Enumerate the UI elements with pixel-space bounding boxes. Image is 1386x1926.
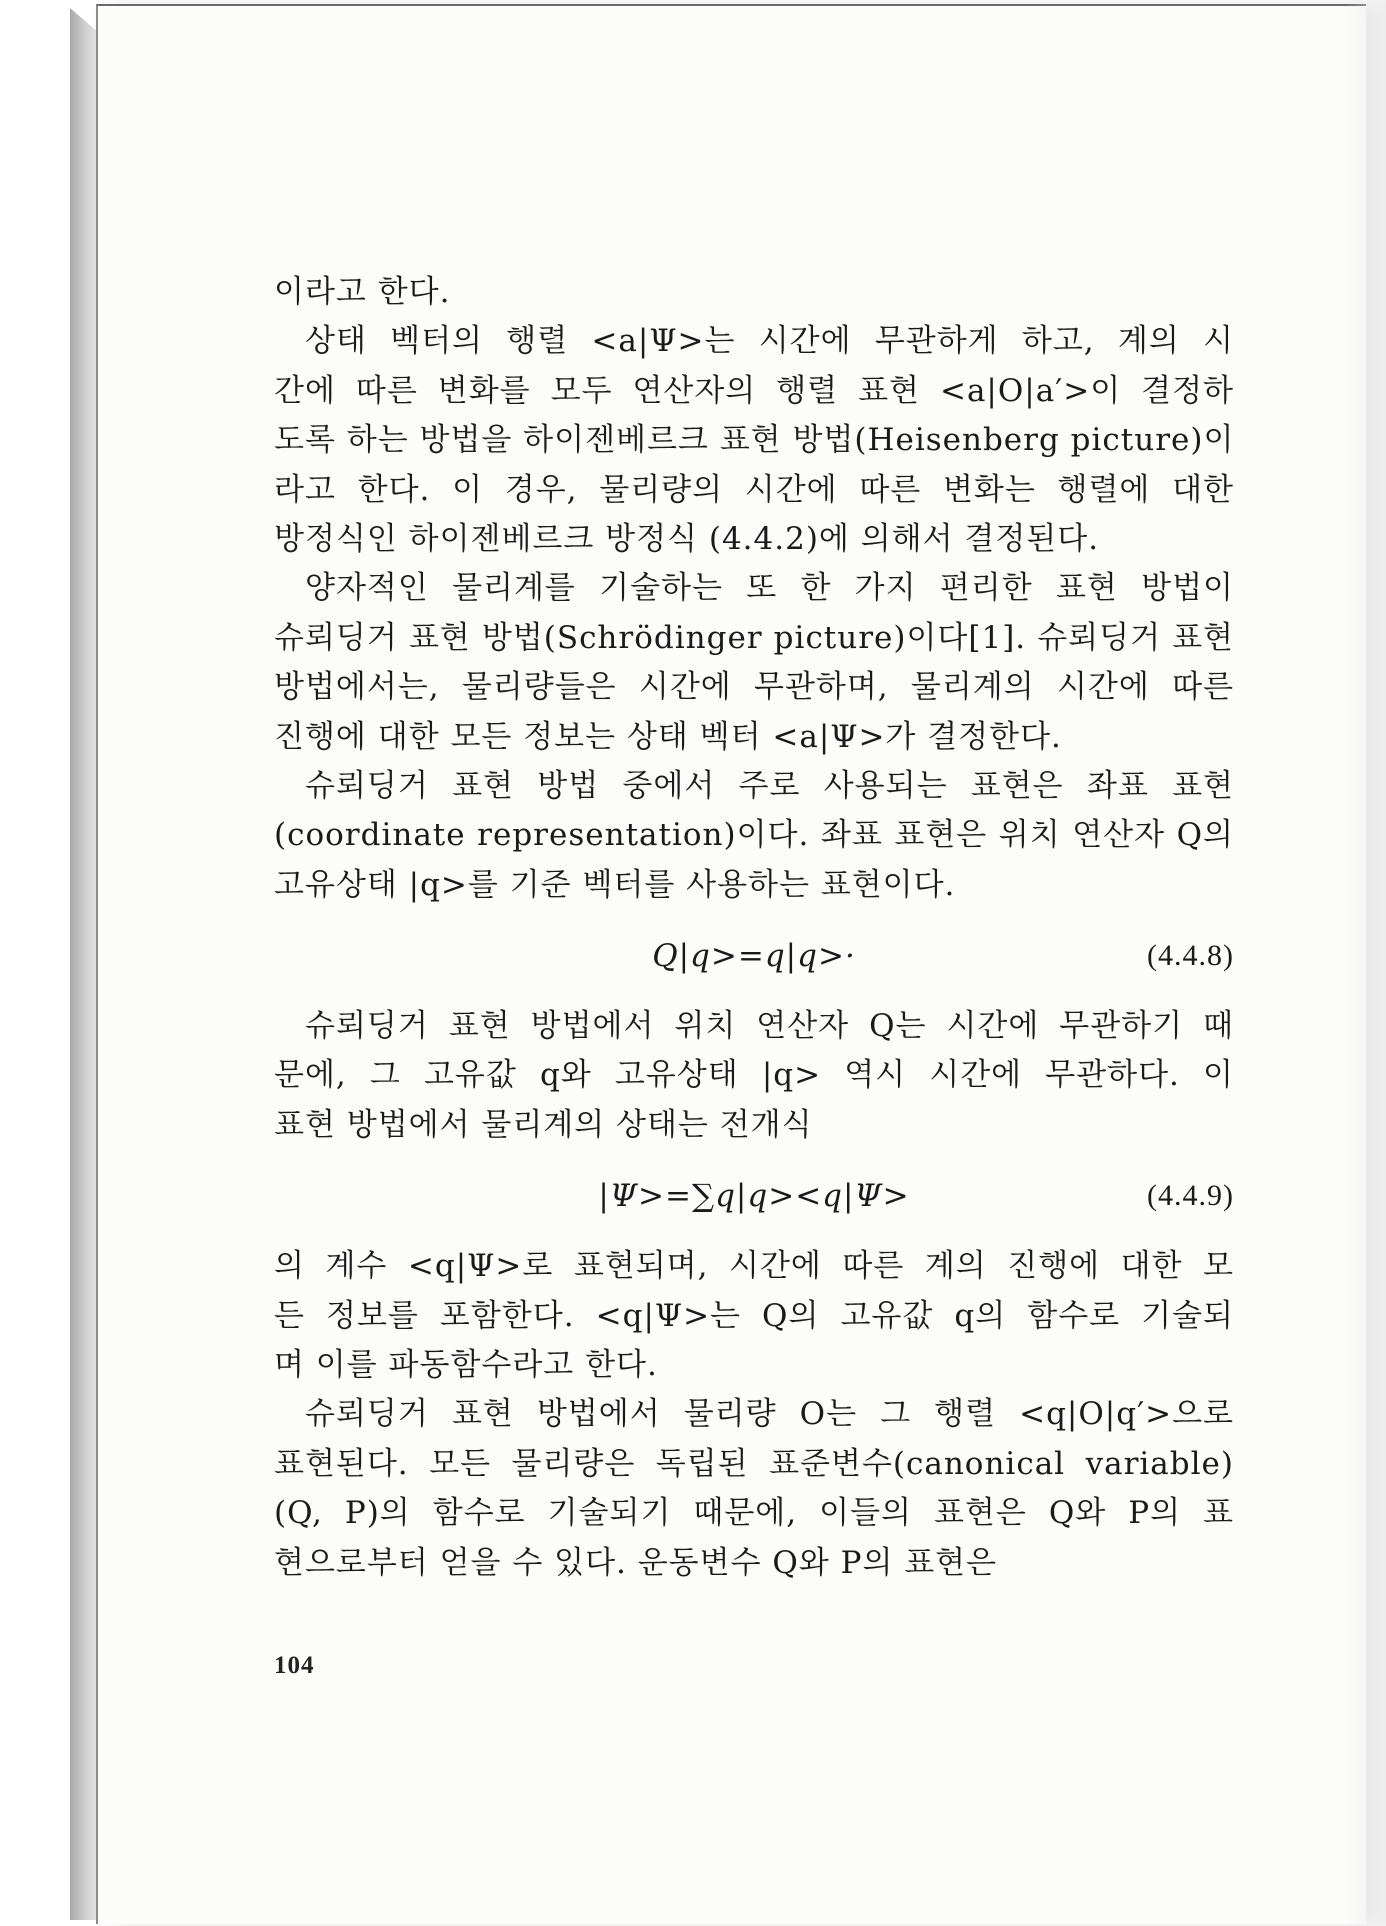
text-line: 라고 한다. 이 경우, 물리량의 시간에 따른 변화는 행렬에 대한 xyxy=(274,471,1234,508)
text-line: 슈뢰딩거 표현 방법 중에서 주로 사용되는 표현은 좌표 표현 xyxy=(305,767,1234,804)
text-line: 상태 벡터의 행렬 <a|Ψ>는 시간에 무관하게 하고, 계의 시 xyxy=(305,323,1234,360)
text-line: 의 계수 <q|Ψ>로 표현되며, 시간에 따른 계의 진행에 대한 모 xyxy=(274,1248,1234,1285)
text-line: 슈뢰딩거 표현 방법(Schrödinger picture)이다[1]. 슈뢰딩거 표현 xyxy=(274,619,1234,656)
page-body xyxy=(274,268,1234,1588)
text-line: (Q, P)의 함수로 기술되기 때문에, 이들의 표현은 Q와 P의 표 xyxy=(274,1495,1234,1532)
text-line: 현으로부터 얻을 수 있다. 운동변수 Q와 P의 표현은 xyxy=(274,1544,998,1581)
text-line: 양자적인 물리계를 기술하는 또 한 가지 편리한 표현 방법이 xyxy=(305,570,1234,607)
page-number: 104 xyxy=(274,1652,315,1679)
text-line: 든 정보를 포함한다. <q|Ψ>는 Q의 고유값 q의 함수로 기술되 xyxy=(274,1297,1234,1334)
equation-formula: Q|q>=q|q>· xyxy=(652,938,856,975)
text-line: 며 이를 파동함수라고 한다. xyxy=(274,1347,658,1384)
text-line: 방법에서는, 물리량들은 시간에 무관하며, 물리계의 시간에 따른 xyxy=(274,669,1234,706)
equation-4-4-8 xyxy=(274,910,1234,1002)
text-line: 간에 따른 변화를 모두 연산자의 행렬 표현 <a|O|a′>이 결정하 xyxy=(274,372,1234,409)
text-line: 슈뢰딩거 표현 방법에서 물리량 O는 그 행렬 <q|O|q′>으로 xyxy=(305,1396,1234,1433)
equation-4-4-9 xyxy=(274,1150,1234,1242)
right-shadow xyxy=(1346,0,1386,1926)
text-line: (coordinate representation)이다. 좌표 표현은 위치 연산자 Q의 xyxy=(274,817,1234,854)
text-line: 문에, 그 고유값 q와 고유상태 |q> 역시 시간에 무관하다. 이 xyxy=(274,1057,1234,1094)
text-line: 표현된다. 모든 물리량은 독립된 표준변수(canonical variable) xyxy=(274,1445,1234,1482)
equation-number: (4.4.8) xyxy=(1147,939,1234,973)
text-line: 이라고 한다. xyxy=(274,274,451,310)
text-line: 진행에 대한 모든 정보는 상태 벡터 <a|Ψ>가 결정한다. xyxy=(274,718,1062,755)
equation-number: (4.4.9) xyxy=(1147,1179,1234,1213)
equation-formula: |Ψ>=∑q|q><q|Ψ> xyxy=(598,1178,910,1215)
text-line: 표현 방법에서 물리계의 상태는 전개식 xyxy=(274,1106,813,1143)
text-line: 슈뢰딩거 표현 방법에서 위치 연산자 Q는 시간에 무관하기 때 xyxy=(305,1008,1234,1045)
book-page xyxy=(96,4,1366,1924)
text-line: 방정식인 하이젠베르크 방정식 (4.4.2)에 의해서 결정된다. xyxy=(274,520,1100,557)
text-line: 고유상태 |q>를 기준 벡터를 사용하는 표현이다. xyxy=(274,866,956,903)
book-edge xyxy=(70,8,98,1920)
text-line: 도록 하는 방법을 하이젠베르크 표현 방법(Heisenberg picture)이 xyxy=(274,422,1235,459)
